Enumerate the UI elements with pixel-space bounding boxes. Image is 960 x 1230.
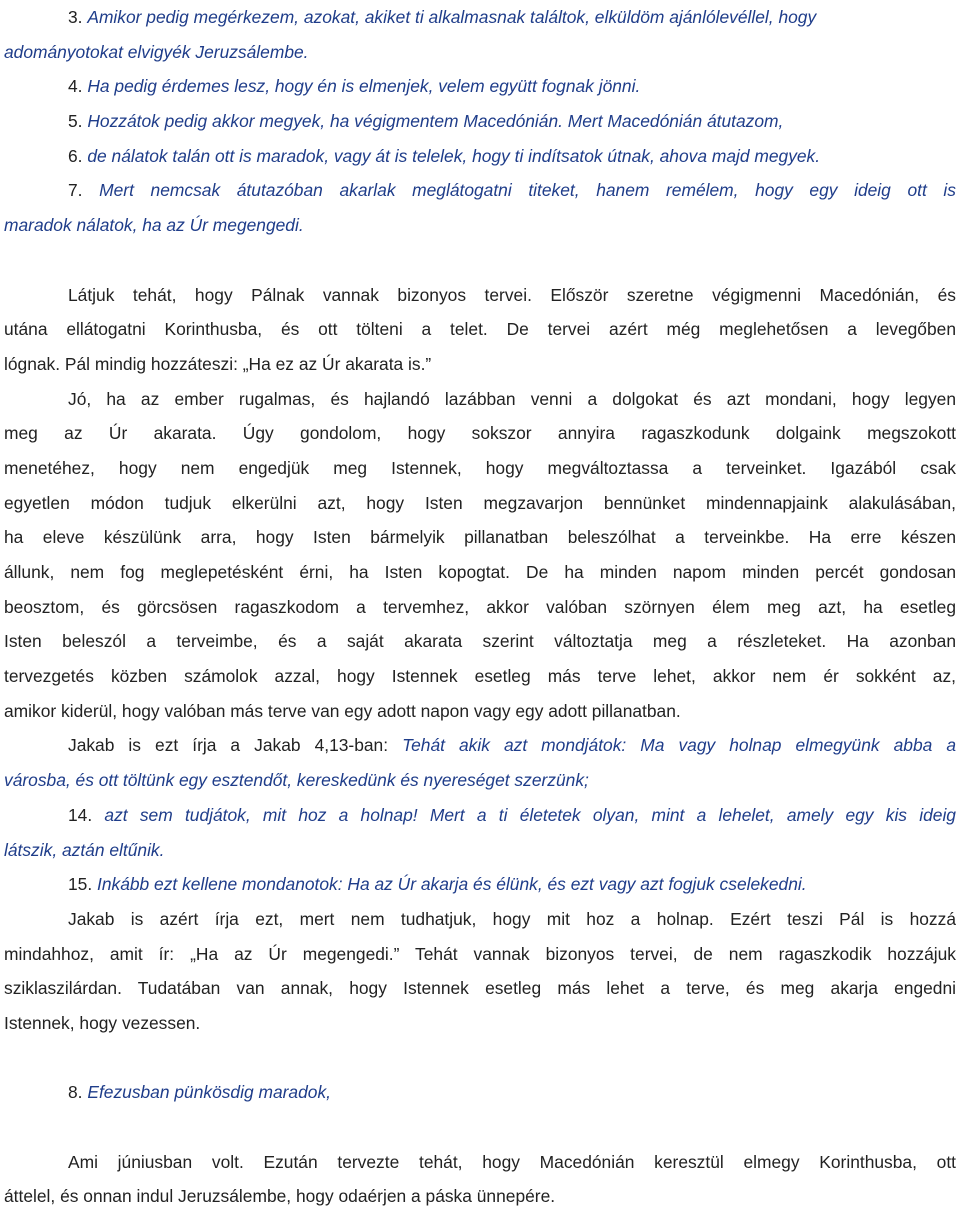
james-verse-14-line-2: látszik, aztán eltűnik. — [4, 839, 165, 860]
paragraph-gap — [4, 1041, 956, 1076]
paragraph-4-line-2: áttelel, és onnan indul Jeruzsálembe, hogy odaérjen a páska ünnepére. — [4, 1186, 556, 1207]
verse-6: 6. de nálatok talán ott is maradok, vagy át is telelek, hogy ti indítsatok útnak, ahova majd megyek. — [68, 145, 821, 166]
verse-7-line-1: 7. Mert nemcsak átutazóban akarlak meglátogatni titeket, hanem remélem, hogy egy ideig ott is — [68, 180, 956, 201]
paragraph-2-line-9: tervezgetés közben számolok azzal, hogy Istennek esetleg más terve lehet, akkor nem ér sokként az, — [4, 666, 956, 687]
james-quote-line-1: Jakab is ezt írja a Jakab 4,13-ban: Tehát akik azt mondjátok: Ma vagy holnap elmegyünk abba a — [68, 735, 956, 756]
james-verse-15: 15. Inkább ezt kellene mondanotok: Ha az Úr akarja és élünk, és ezt vagy azt fogjuk cselekedni. — [68, 874, 807, 895]
paragraph-2-line-7: beosztom, és görcsösen ragaszkodom a tervemhez, akkor valóban szörnyen élem meg azt, ha esetleg — [4, 596, 956, 617]
paragraph-2-line-5: ha eleve készülünk arra, hogy Isten bármelyik pillanatban beleszólhat a terveinkbe. Ha erre készen — [4, 527, 956, 548]
paragraph-2-line-10: amikor kiderül, hogy valóban más terve van egy adott napon vagy egy adott pillanatban. — [4, 700, 681, 721]
paragraph-2-line-6: állunk, nem fog meglepetésként érni, ha Isten kopogtat. De ha minden napom minden percét gondosan — [4, 562, 956, 582]
verse-5: 5. Hozzátok pedig akkor megyek, ha végigmentem Macedónián. Mert Macedónián átutazom, — [68, 111, 784, 132]
verse-7-line-2: maradok nálatok, ha az Úr megengedi. — [4, 215, 304, 236]
verse-3-line-2: adományotokat elvigyék Jeruzsálembe. — [4, 41, 309, 62]
verse-4: 4. Ha pedig érdemes lesz, hogy én is elmenjek, velem együtt fognak jönni. — [68, 76, 641, 97]
paragraph-3-line-2: mindahhoz, amit ír: „Ha az Úr megengedi.” Tehát vannak bizonyos tervei, de nem ragaszkodik hozzájuk — [4, 943, 956, 964]
paragraph-3-line-4: Istennek, hogy vezessen. — [4, 1012, 201, 1033]
paragraph-2-line-3: menetéhez, hogy nem engedjük meg Istennek, hogy megváltoztassa a terveinket. Igazából csak — [4, 457, 956, 478]
paragraph-2-line-8: Isten beleszól a terveimbe, és a saját akarata szerint változtatja meg a részleteket. Ha azonban — [4, 631, 956, 652]
paragraph-2-line-1: Jó, ha az ember rugalmas, és hajlandó lazábban venni a dolgokat és azt mondani, hogy legyen — [68, 388, 956, 409]
paragraph-4-line-1: Ami júniusban volt. Ezután tervezte tehát, hogy Macedónián keresztül elmegy Korinthusba, ott — [68, 1151, 956, 1172]
verse-3-line-1: 3. Amikor pedig megérkezem, azokat, akiket ti alkalmasnak találtok, elküldöm ajánlólevéllel, hogy — [68, 7, 817, 27]
paragraph-1-line-3: lógnak. Pál mindig hozzáteszi: „Ha ez az Úr akarata is.” — [4, 353, 432, 374]
verse-8: 8. Efezusban pünkösdig maradok, — [68, 1082, 331, 1103]
paragraph-2-line-4: egyetlen módon tudjuk elkerülni azt, hogy Isten megzavarjon bennünket mindennapjaink alakulásában, — [4, 492, 956, 513]
paragraph-gap — [4, 243, 956, 278]
paragraph-3-line-3: sziklaszilárdan. Tudatában van annak, hogy Istennek esetleg más lehet a terve, és meg akarja engedni — [4, 978, 956, 999]
james-verse-14-line-1: 14. azt sem tudjátok, mit hoz a holnap! Mert a ti életetek olyan, mint a lehelet, amely egy kis ideig — [68, 804, 956, 825]
paragraph-2-line-2: meg az Úr akarata. Úgy gondolom, hogy sokszor annyira ragaszkodunk dolgaink megszokott — [4, 423, 956, 444]
paragraph-gap — [4, 1110, 956, 1145]
paragraph-1-line-1: Látjuk tehát, hogy Pálnak vannak bizonyos tervei. Először szeretne végigmenni Macedónián, és — [68, 284, 956, 305]
paragraph-3-line-1: Jakab is azért írja ezt, mert nem tudhatjuk, hogy mit hoz a holnap. Ezért teszi Pál is hozzá — [68, 908, 956, 929]
james-quote-line-2: városba, és ott töltünk egy esztendőt, kereskedünk és nyereséget szerzünk; — [4, 770, 589, 791]
paragraph-1-line-2: utána ellátogatni Korinthusba, és ott tölteni a telet. De tervei azért még meglehetősen a levegőben — [4, 319, 956, 340]
